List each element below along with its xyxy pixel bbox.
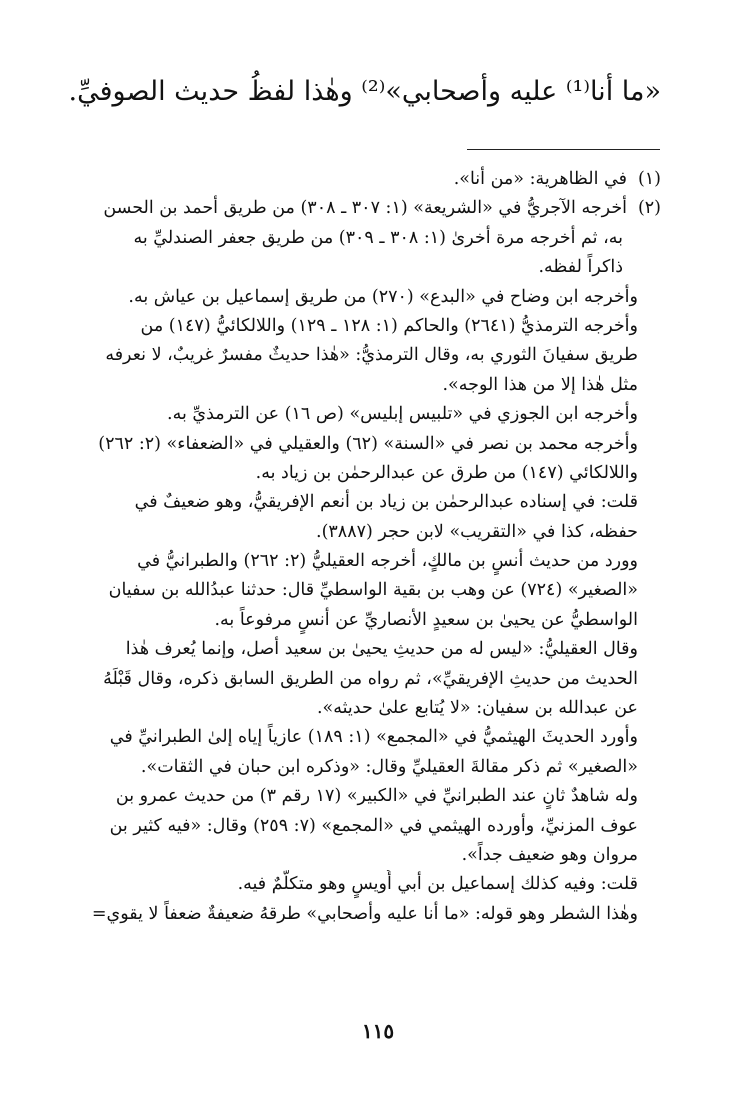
footnote-2-first-line xyxy=(51,194,661,223)
footnote-line: حفظه، كذا في «التقريب» لابن حجر (٣٨٨٧). xyxy=(316,521,638,542)
footnote-line: وقال العقيليُّ: «ليس له من حديثِ يحيىٰ بن سعيد أصل، وإنما يُعرف هٰذا xyxy=(125,639,638,660)
footnote-text: في الظاهرية: «من أنا». xyxy=(453,169,627,189)
footnote-line: وأخرجه محمد بن نصر في «السنة» (٦٢) والعقيلي في «الضعفاء» (٢: ٢٦٢) xyxy=(98,433,638,454)
footnote-line: قلت: في إسناده عبدالرحمٰن بن زياد بن أنعم الإفريقيُّ، وهو ضعيفٌ في xyxy=(134,492,638,513)
footnote-line: قلت: وفيه كذلك إسماعيل بن أبي أُويسٍ وهو متكلّمٌ فيه. xyxy=(237,874,638,895)
footnote-line: الواسطيُّ عن يحيىٰ بن سعيدٍ الأنصاريِّ عن أنسٍ مرفوعاً به. xyxy=(214,609,638,630)
page-number: ١١٥ xyxy=(361,1019,395,1043)
footnote-line: وله شاهدٌ ثانٍ عند الطبرانيِّ في «الكبير» (١٧ رقم ٣) من حديث عمرو بن xyxy=(115,786,638,807)
footnote-1 xyxy=(51,165,661,194)
footnote-line: ذاكراً لفظه. xyxy=(538,257,623,278)
footnotes-block xyxy=(51,165,661,929)
footnote-line: طريق سفيانَ الثوري به، وقال الترمذيُّ: «هٰذا حديثٌ مفسرٌ غريبٌ، لا نعرفه xyxy=(105,345,638,366)
footnote-line: مروان وهو ضعيف جداً». xyxy=(461,844,638,865)
footnote-line: واللالكائي (١٤٧) من طرق عن عبدالرحمٰن بن زياد به. xyxy=(255,462,638,483)
footnote-line: الحديث من حديثِ الإفريقيِّ»، ثم رواه من الطريق السابق ذكره، وقال قَبْلَهُ xyxy=(103,668,638,689)
footnote-line: به، ثم أخرجه مرة أخرىٰ (١: ٣٠٨ ـ ٣٠٩) من طريق جعفر الصندليِّ به xyxy=(133,227,623,248)
footnote-line: «الصغير» ثم ذكر مقالةَ العقيليِّ وقال: «وذكره ابن حبان في الثقات». xyxy=(140,756,638,777)
footnote-line: «الصغير» (٧٢٤) عن وهب بن بقية الواسطيِّ قال: حدثنا عبدُالله بن سفيان xyxy=(108,580,638,601)
footnote-number: (١) xyxy=(637,169,661,189)
footnote-text: أخرجه الآجريُّ في «الشريعة» (١: ٣٠٧ ـ ٣٠٨) من طريق أحمد بن الحسن xyxy=(103,198,627,219)
footnote-line: وهٰذا الشطر وهو قوله: «ما أنا عليه وأصحابي» طرقهُ ضعيفةٌ ضعفاً لا يقوي= xyxy=(91,903,638,924)
footnote-line: وأخرجه الترمذيُّ (٢٦٤١) والحاكم (١: ١٢٨ ـ ١٢٩) واللالكائيُّ (١٤٧) من xyxy=(140,315,638,336)
footnote-line: وأخرجه ابن الجوزي في «تلبيس إبليس» (ص ١٦) عن الترمذيِّ به. xyxy=(167,404,638,425)
footnote-separator xyxy=(467,149,660,150)
footnote-number: (٢) xyxy=(637,198,661,219)
footnote-line: وأخرجه ابن وضاح في «البدع» (٢٧٠) من طريق إسماعيل بن عياش به. xyxy=(128,286,638,307)
footnote-line: مثل هٰذا إلا من هذا الوجه». xyxy=(442,374,638,395)
main-text-line: «ما أنا⁽¹⁾ عليه وأصحابي»⁽²⁾ وهٰذا لفظُ حديث الصوفيِّ. xyxy=(68,76,661,107)
footnote-line: وورد من حديث أنسٍ بن مالكٍ، أخرجه العقيليُّ (٢: ٢٦٢) والطبرانيُّ في xyxy=(137,551,638,572)
footnote-line: عوف المزنيِّ، وأورده الهيثمي في «المجمع» (٧: ٢٥٩) وقال: «فيه كثير بن xyxy=(109,815,638,836)
footnote-line: وأورد الحديثَ الهيثميُّ في «المجمع» (١: ١٨٩) عازياً إياه إلىٰ الطبرانيِّ في xyxy=(109,727,638,748)
footnote-line: عن عبدالله بن سفيان: «لا يُتابع علىٰ حديثه». xyxy=(316,698,638,719)
